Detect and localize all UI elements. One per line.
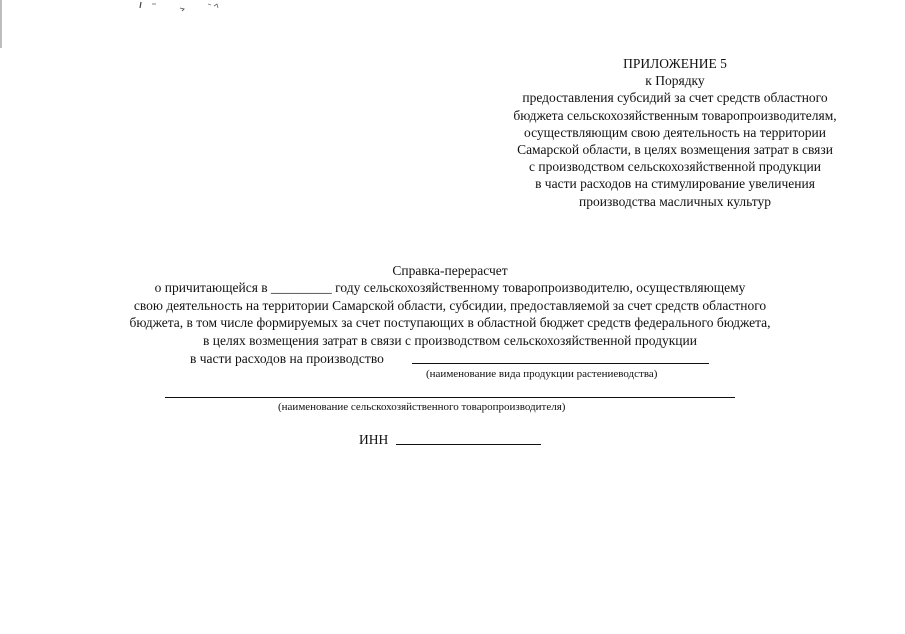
appendix-line: осуществляющим свою деятельность на территории <box>524 124 826 140</box>
appendix-line: в части расходов на стимулирование увеличения <box>535 176 815 192</box>
certificate-line-4: в целях возмещения затрат в связи с производством сельскохозяйственной продукции <box>203 332 697 348</box>
certificate-title-block <box>40 262 860 349</box>
producer-caption: (наименование сельскохозяйственного товаропроизводителя) <box>278 401 566 413</box>
certificate-title: Справка-перерасчет <box>392 263 508 278</box>
certificate-line-2: свою деятельность на территории Самарской области, субсидии, предоставляемой за счет средств областного <box>133 297 767 313</box>
appendix-line: к Порядку <box>645 73 705 89</box>
appendix-line: предоставления субсидий за счет средств областного <box>522 90 828 106</box>
appendix-header <box>480 55 870 210</box>
year-blank[interactable]: _________ <box>271 280 332 296</box>
appendix-line: с производством сельскохозяйственной продукции <box>529 159 821 175</box>
appendix-line: производства масличных культур <box>579 193 771 209</box>
product-caption: (наименование вида продукции растениеводства) <box>426 368 658 380</box>
appendix-line: Самарской области, в целях возмещения затрат в связи <box>517 142 833 158</box>
product-field[interactable] <box>412 363 709 364</box>
line5-start: в части расходов на производство <box>190 351 384 366</box>
inn-field[interactable] <box>396 444 541 445</box>
certificate-line-5 <box>190 350 384 367</box>
scan-edge <box>0 0 2 48</box>
inn-label: ИНН <box>359 432 389 447</box>
line1-start: о причитающейся в <box>154 280 268 296</box>
certificate-line-1 <box>40 279 860 296</box>
appendix-number: ПРИЛОЖЕНИЕ 5 <box>623 56 727 71</box>
producer-field[interactable] <box>165 397 735 398</box>
certificate-line-3: бюджета, в том числе формируемых за счет поступающих в областной бюджет средств федерального бюджета, <box>129 315 771 331</box>
line1-end: году сельскохозяйственному товаропроизводителю, осуществляющему <box>335 280 746 296</box>
scan-artifacts <box>138 0 238 14</box>
appendix-line: бюджета сельскохозяйственным товаропроизводителям, <box>513 107 837 123</box>
